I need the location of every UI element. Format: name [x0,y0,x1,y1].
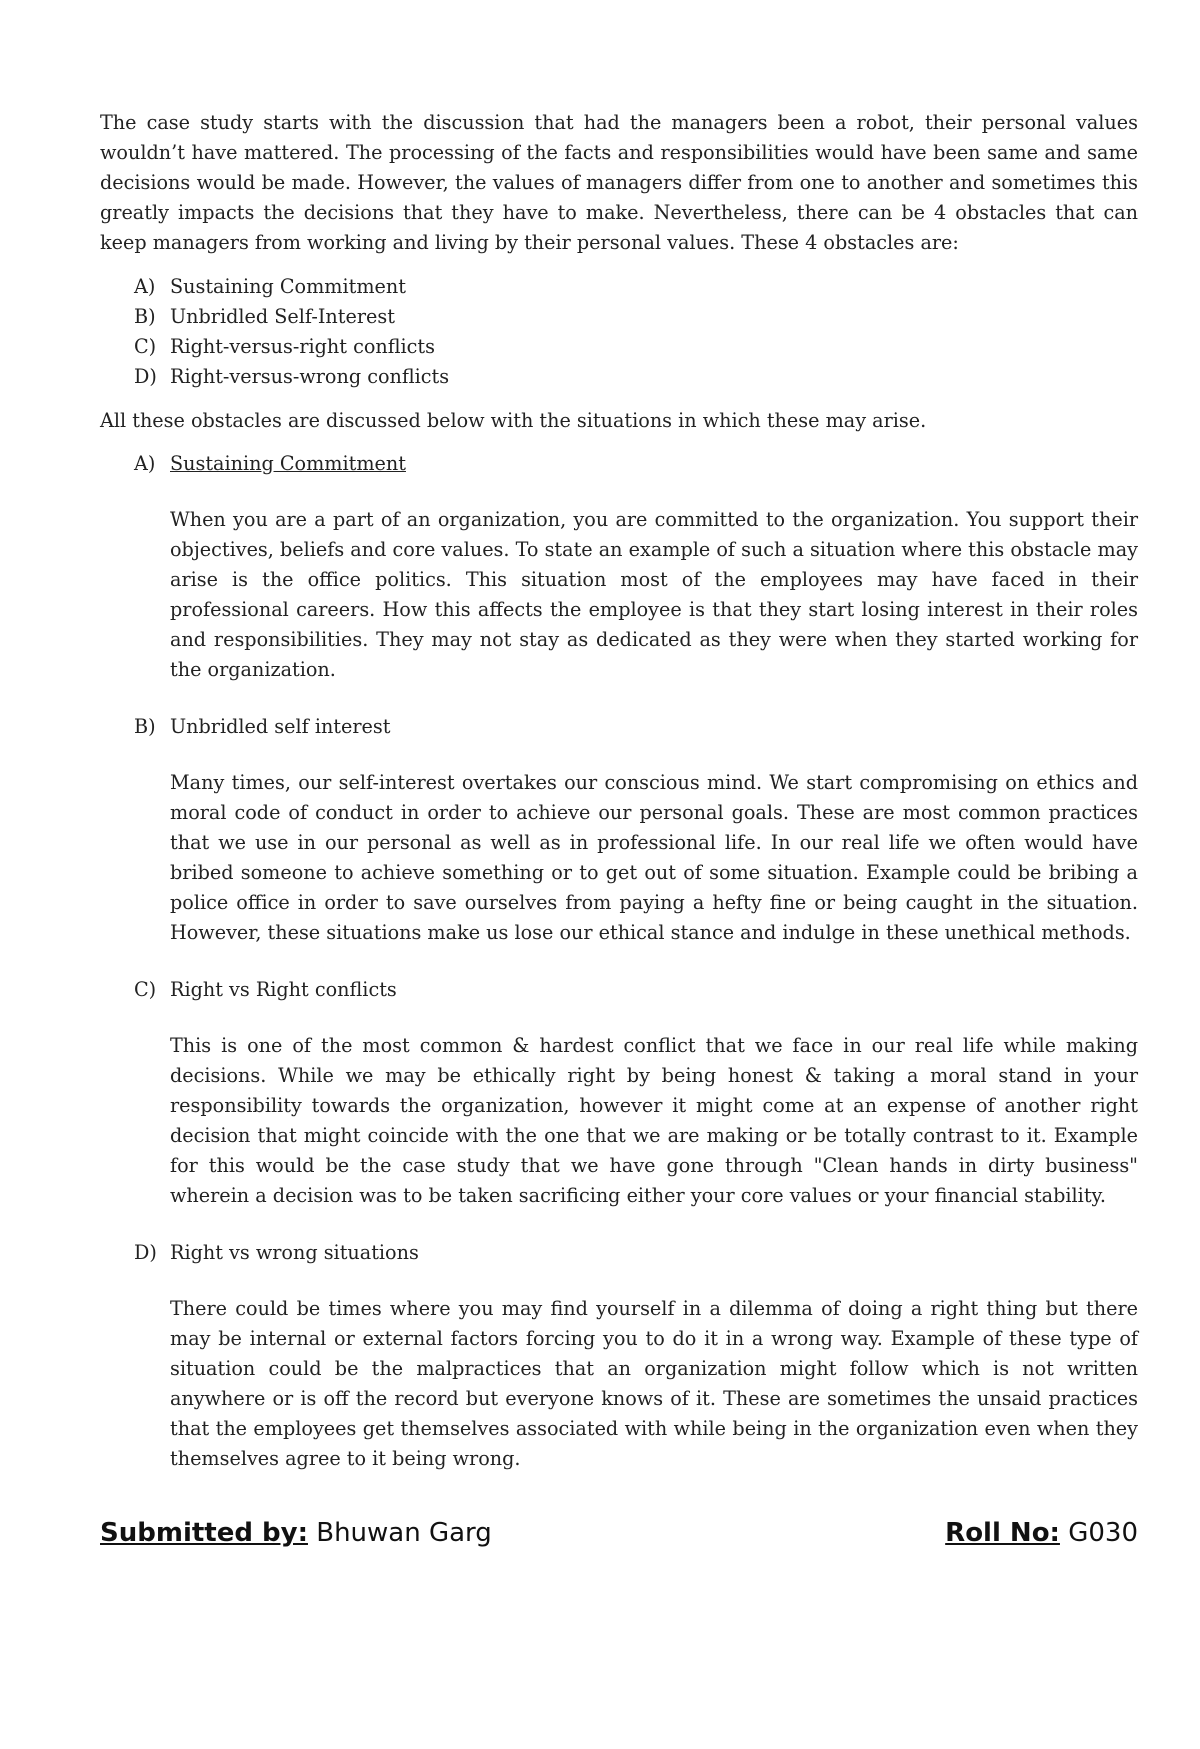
obstacle-list [100,272,1138,392]
submitted-by-label: Submitted by: [100,1518,308,1548]
section-title: Right vs Right conflicts [170,978,397,1001]
section-heading [100,975,1138,1005]
section-title: Sustaining Commitment [170,452,406,475]
section-title: Right vs wrong situations [170,1241,419,1264]
section-body: This is one of the most common & hardest conflict that we face in our real life while making decisions. While we may be ethically right by being honest & taking a moral stand in your responsibility towards the organization, however it might come at an expense of another right decision that might coincide with the one that we are making or be totally contrast to it. Example for this would be the case study that we have gone through "Clean hands in dirty business" wherein a decision was to be taken sacrificing either your core values or your financial stability. [170,1034,1138,1207]
list-item-label: C) [134,335,157,358]
section-right-vs-wrong [100,1238,1138,1474]
section-right-vs-right [100,975,1138,1211]
section-body: There could be times where you may find yourself in a dilemma of doing a right thing but there may be internal or external factors forcing you to do it in a wrong way. Example of these type of situation could be the malpractices that an organization might follow which is not written anywhere or is off the record but everyone knows of it. These are sometimes the unsaid practices that the employees get themselves associated with while being in the organization even when they themselves agree to it being wrong. [170,1297,1138,1470]
section-body: Many times, our self-interest overtakes our conscious mind. We start compromising on ethics and moral code of conduct in order to achieve our personal goals. These are most common practices that we use in our personal as well as in professional life. In our real life we often would have bribed someone to achieve something or to get out of some situation. Example could be bribing a police office in order to save ourselves from paying a hefty fine or being caught in the situation. However, these situations make us lose our ethical stance and indulge in these unethical methods. [170,771,1138,944]
list-item [100,332,1138,362]
list-item-text: Right-versus-right conflicts [170,335,435,358]
list-item-text: Sustaining Commitment [170,275,406,298]
section-title: Unbridled self interest [170,715,391,738]
list-item-text: Unbridled Self-Interest [170,305,395,328]
section-heading [100,449,1138,479]
section-heading [100,712,1138,742]
intro-paragraph: The case study starts with the discussion that had the managers been a robot, their personal values wouldn’t have mattered. The processing of the facts and responsibilities would have been same and same decisions would be made. However, the values of managers differ from one to another and sometimes this greatly impacts the decisions that they have to make. Nevertheless, there can be 4 obstacles that can keep managers from working and living by their personal values. These 4 obstacles are: [100,111,1138,254]
submitted-by-value: Bhuwan Garg [316,1518,492,1548]
list-item [100,302,1138,332]
list-item [100,272,1138,302]
section-label: D) [134,1241,157,1264]
section-label: B) [134,715,156,738]
section-sustaining-commitment [100,449,1138,685]
list-item-label: B) [134,305,156,328]
roll-number-label: Roll No: [945,1518,1060,1548]
submission-footer [100,1518,1138,1548]
roll-number-value: G030 [1068,1518,1138,1548]
list-item [100,362,1138,392]
section-unbridled-self-interest [100,712,1138,948]
summary-paragraph: All these obstacles are discussed below with the situations in which these may arise. [100,409,927,432]
list-item-label: A) [134,275,156,298]
section-heading [100,1238,1138,1268]
list-item-text: Right-versus-wrong conflicts [170,365,450,388]
list-item-label: D) [134,365,157,388]
section-label: C) [134,978,157,1001]
section-label: A) [134,452,156,475]
roll-number [945,1518,1138,1548]
section-body: When you are a part of an organization, you are committed to the organization. You support their objectives, beliefs and core values. To state an example of such a situation where this obstacle may arise is the office politics. This situation most of the employees may have faced in their professional careers. How this affects the employee is that they start losing interest in their roles and responsibilities. They may not stay as dedicated as they were when they started working for the organization. [170,508,1138,681]
submitted-by [100,1518,492,1548]
